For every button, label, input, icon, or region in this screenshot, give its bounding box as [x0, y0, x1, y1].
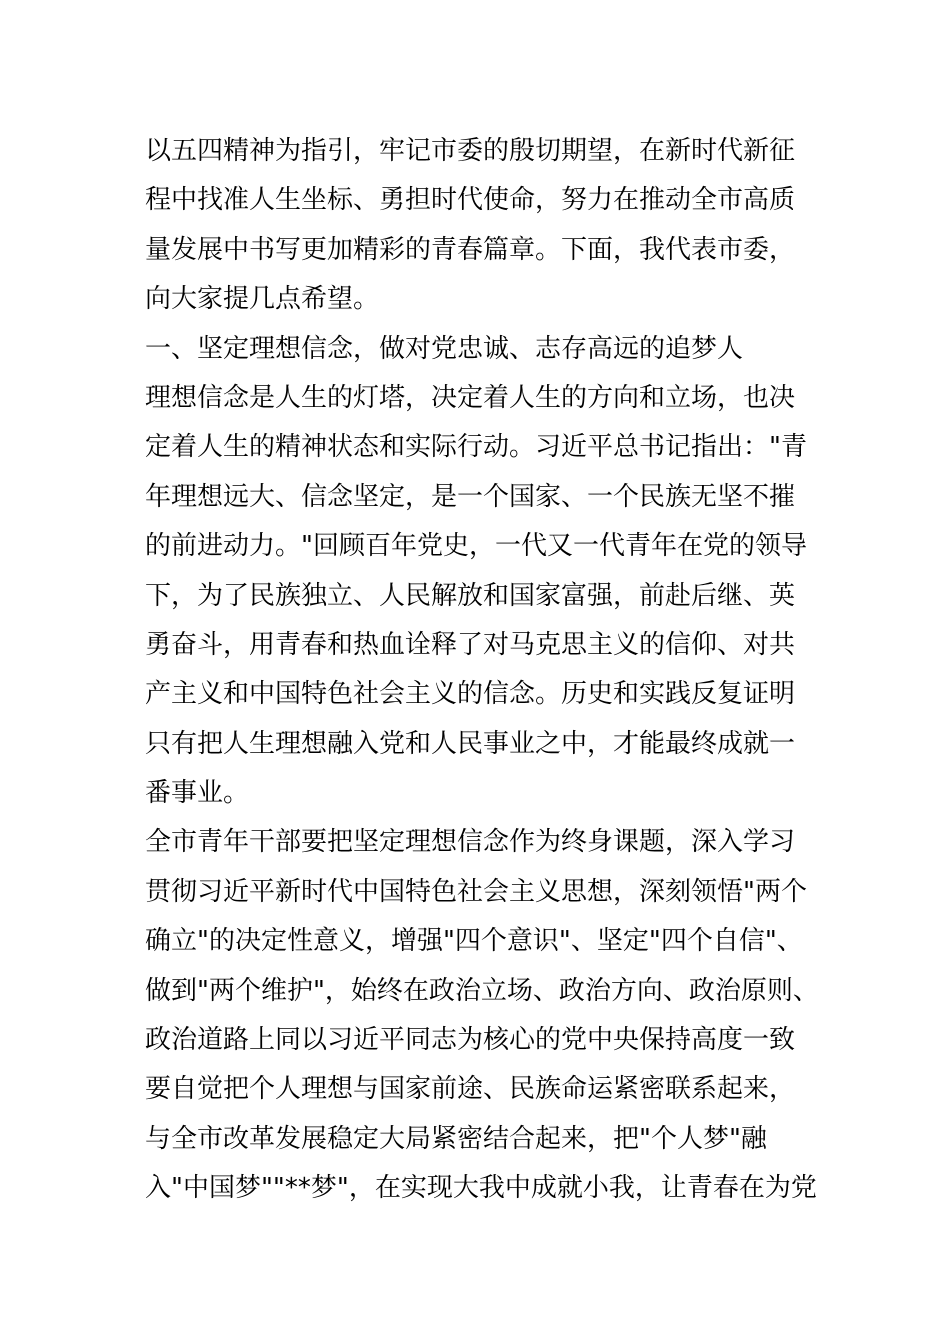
paragraph-line: 政治道路上同以习近平同志为核心的党中央保持高度一致: [145, 1025, 796, 1056]
paragraph-line: 向大家提几点希望。: [145, 284, 380, 315]
paragraph-line: 定着人生的精神状态和实际行动。习近平总书记指出："青: [145, 432, 807, 463]
section-heading: 一、坚定理想信念，做对党忠诚、志存高远的追梦人: [145, 333, 744, 364]
paragraph-line: 全市青年干部要把坚定理想信念作为终身课题，深入学习: [145, 827, 796, 858]
paragraph-line: 只有把人生理想融入党和人民事业之中，才能最终成就一: [145, 728, 796, 759]
paragraph-line: 番事业。: [145, 778, 250, 809]
paragraph-line: 量发展中书写更加精彩的青春篇章。下面，我代表市委，: [145, 234, 796, 265]
paragraph-line: 确立"的决定性意义，增强"四个意识"、坚定"四个自信"、: [145, 926, 803, 957]
paragraph-line: 的前进动力。"回顾百年党史，一代又一代青年在党的领导: [145, 531, 807, 562]
paragraph-line: 要自觉把个人理想与国家前途、民族命运紧密联系起来，: [145, 1074, 796, 1105]
paragraph-line: 理想信念是人生的灯塔，决定着人生的方向和立场，也决: [145, 382, 796, 413]
paragraph-line: 程中找准人生坐标、勇担时代使命，努力在推动全市高质: [145, 185, 796, 216]
paragraph-line: 下，为了民族独立、人民解放和国家富强，前赴后继、英: [145, 580, 796, 611]
paragraph-line: 产主义和中国特色社会主义的信念。历史和实践反复证明: [145, 679, 796, 710]
paragraph-line: 年理想远大、信念坚定，是一个国家、一个民族无坚不摧: [145, 481, 796, 512]
paragraph-line: 以五四精神为指引，牢记市委的殷切期望，在新时代新征: [145, 136, 796, 166]
document-body: [145, 127, 819, 1214]
paragraph-line: 勇奋斗，用青春和热血诠释了对马克思主义的信仰、对共: [145, 629, 796, 660]
paragraph-line: 贯彻习近平新时代中国特色社会主义思想，深刻领悟"两个: [145, 876, 807, 907]
paragraph-line: 入"中国梦""**梦"，在实现大我中成就小我，让青春在为党: [145, 1173, 817, 1204]
paragraph-line: 做到"两个维护"，始终在政治立场、政治方向、政治原则、: [145, 975, 819, 1006]
paragraph-line: 与全市改革发展稳定大局紧密结合起来，把"个人梦"融: [145, 1123, 767, 1154]
